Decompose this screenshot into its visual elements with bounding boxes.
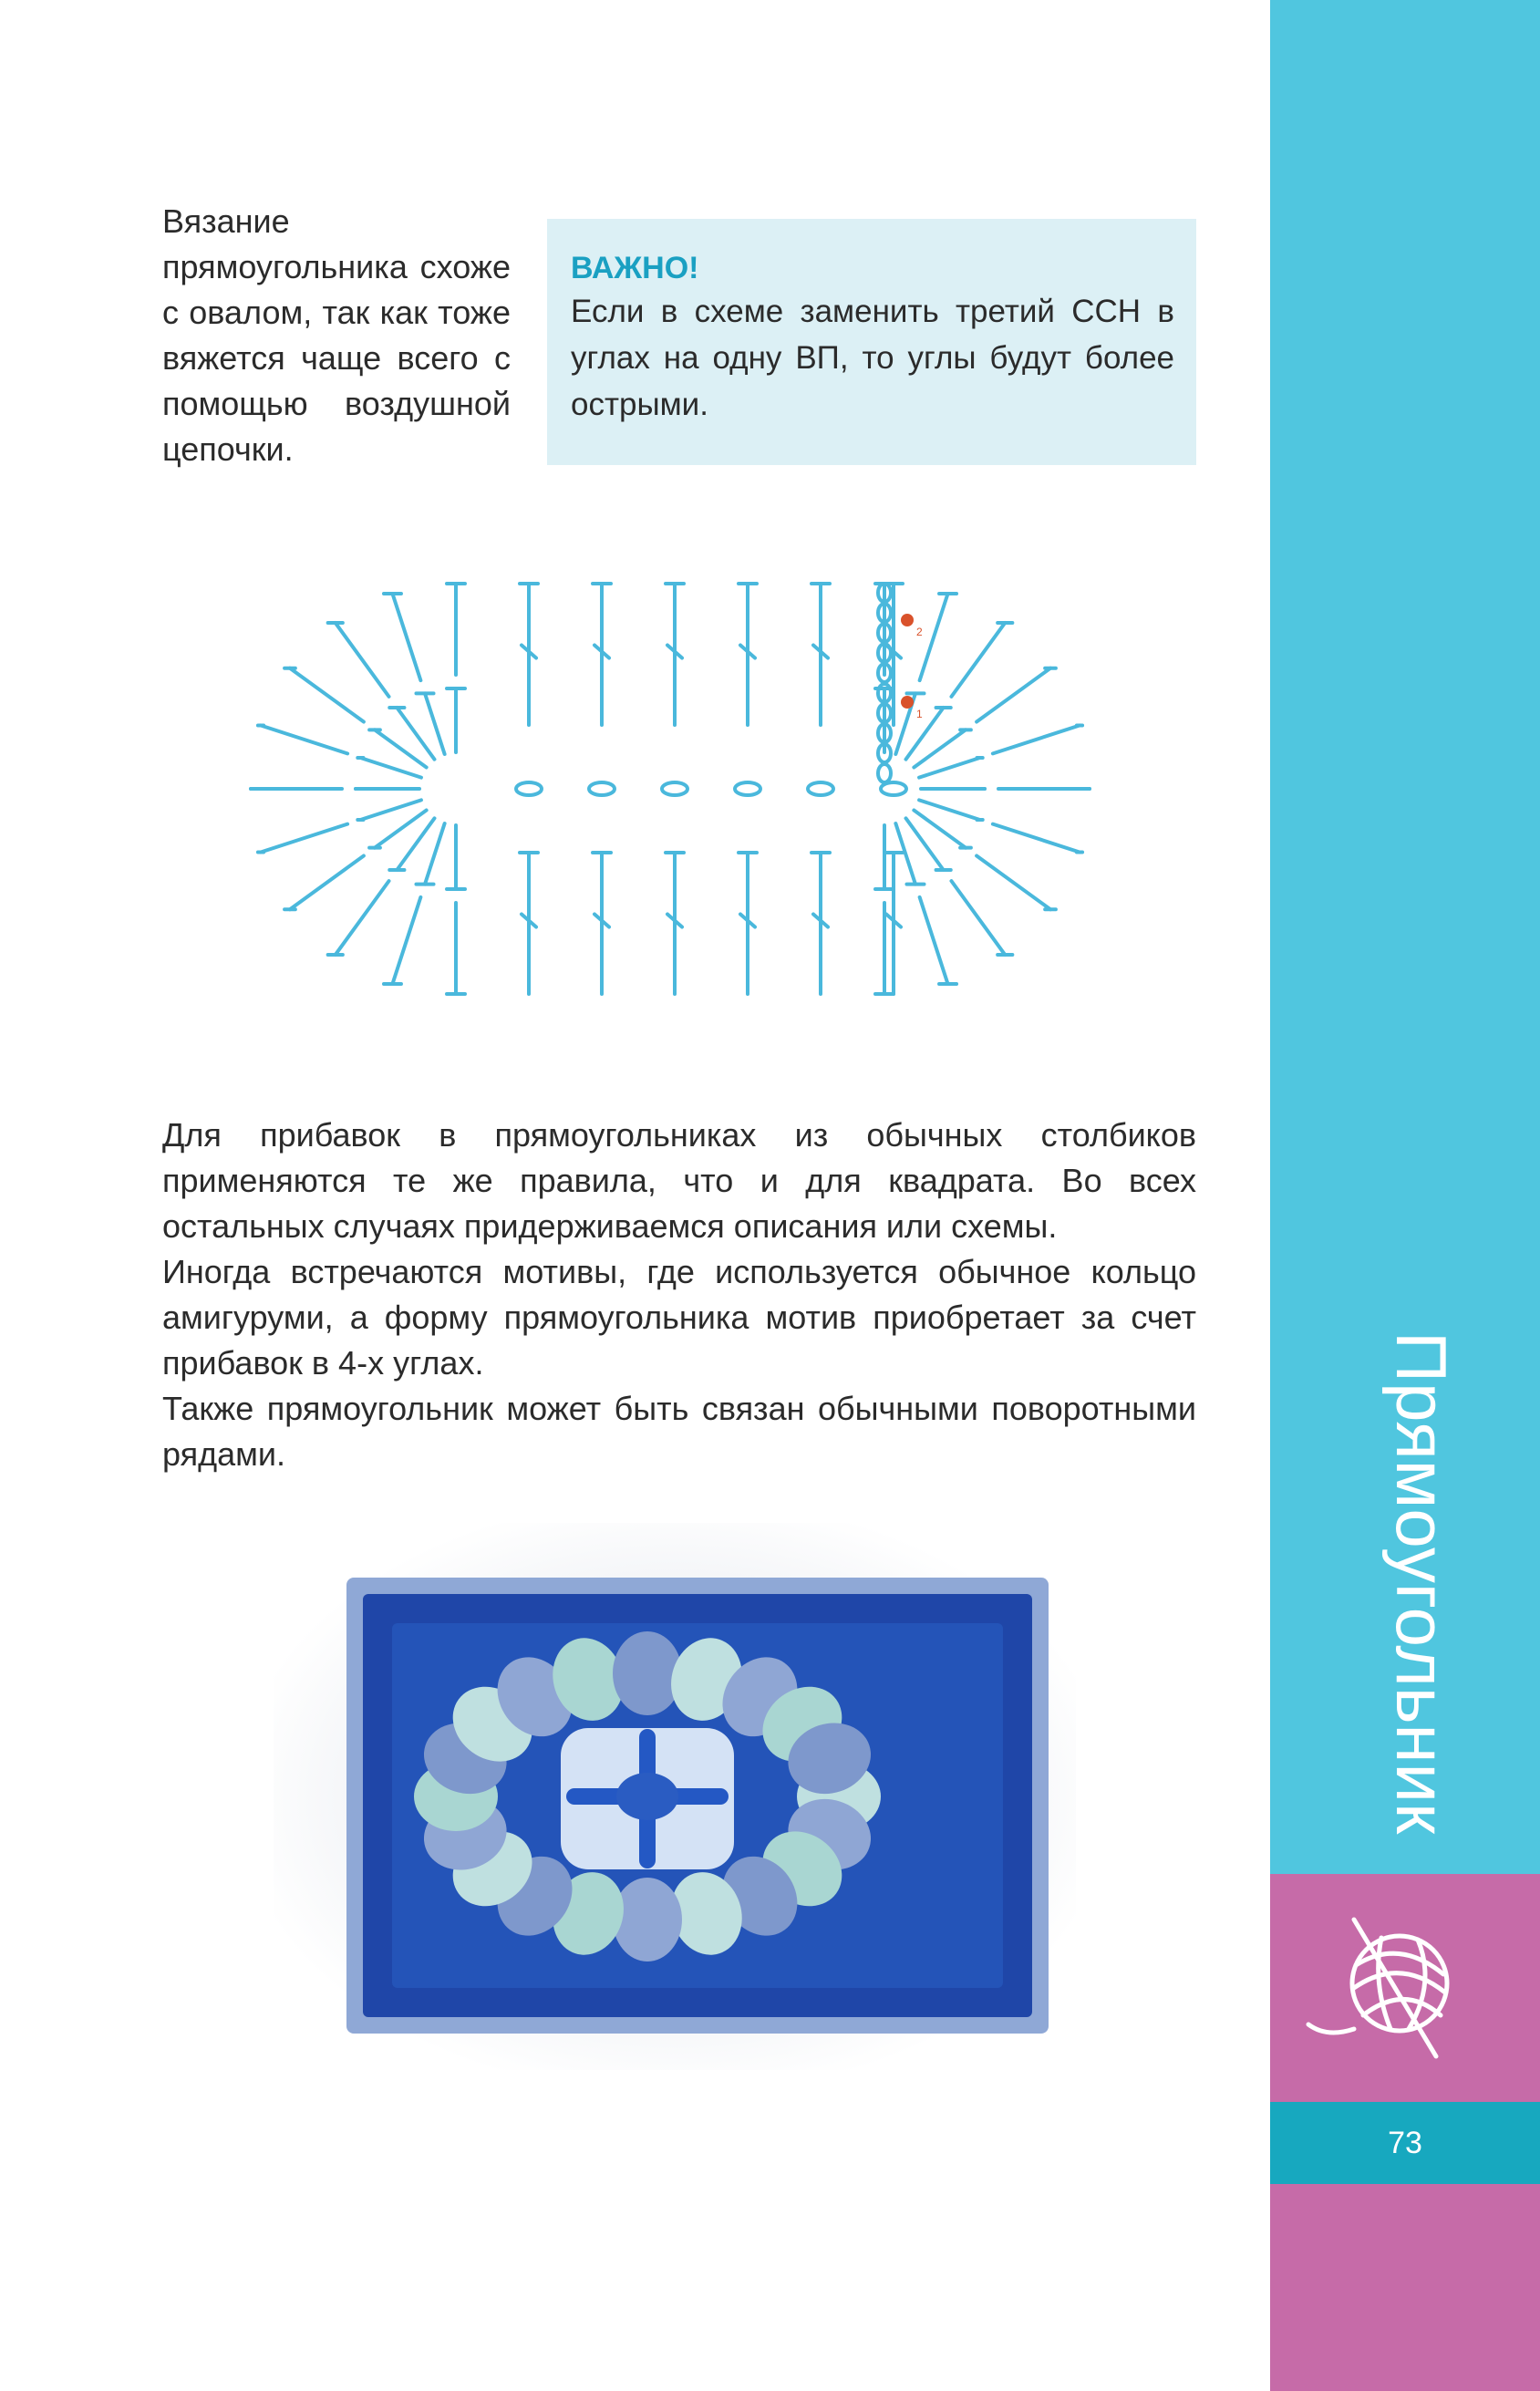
puff-stitch [613,1878,682,1961]
fan-stitch [977,668,1050,722]
page-number: 73 [1388,2126,1422,2160]
fan-stitch [993,824,1080,853]
page-number-band [1270,2102,1540,2184]
body-paragraph: Также прямоугольник может быть связан обычными поворотными рядами. [162,1390,1196,1473]
fan-stitch [261,725,347,753]
fan-stitch [261,824,347,853]
fan-stitch [290,668,364,722]
row-marker-1 [901,696,914,709]
puff-stitch [613,1631,682,1715]
chain-loop [878,764,891,782]
body-paragraph: Иногда встречаются мотивы, где используется обычное кольцо амигуруми, а форму прямоугольника мотив приобретает за счет прибавок в 4-х углах. [162,1253,1196,1382]
row-label-1: 1 [916,708,923,720]
fan-stitch [425,823,445,885]
chain-stitch [589,782,615,795]
body-text [162,1113,1196,1477]
chain-stitch [735,782,760,795]
body-paragraph: Для прибавок в прямоугольниках из обычных столбиков применяются те же правила, что и для квадрата. Во всех остальных случаях придерживаемся описания или схемы. [162,1116,1196,1245]
chain-stitch [881,782,906,795]
note-title: ВАЖНО! [571,251,699,285]
row-label-2: 2 [916,626,923,638]
row-marker-2 [901,614,914,626]
fan-stitch [392,594,420,680]
fan-stitch [993,725,1080,753]
chain-stitch [808,782,833,795]
important-note-box [547,219,1196,465]
chain-stitch [516,782,542,795]
note-text: Если в схеме заменить третий ССН в углах на одну ВП, то углы будут более острыми. [571,294,1174,422]
section-title: Прямоугольник [1381,1331,1462,1835]
fan-stitch [977,855,1050,909]
fan-stitch [951,623,1005,697]
fan-stitch [920,897,948,984]
fan-stitch [336,881,389,955]
fan-stitch [920,594,948,680]
fan-stitch [360,800,421,820]
fan-stitch [336,623,389,697]
intro-paragraph: Вязание прямоугольника схоже с овалом, так как тоже вяжется чаще всего с помощью воздушной цепочки. [162,202,511,468]
fan-stitch [425,693,445,754]
sidebar-bottom-band [1270,2184,1540,2391]
fan-stitch [360,758,421,778]
fan-stitch [919,800,980,820]
fan-stitch [951,881,1005,955]
fan-stitch [290,855,364,909]
yarn-ball-icon [1299,1901,1482,2065]
crochet-diagram [228,565,1103,1021]
chain-stitch [662,782,687,795]
fan-stitch [392,897,420,984]
crochet-motif-photo [274,1523,1076,2070]
fan-stitch [919,758,980,778]
